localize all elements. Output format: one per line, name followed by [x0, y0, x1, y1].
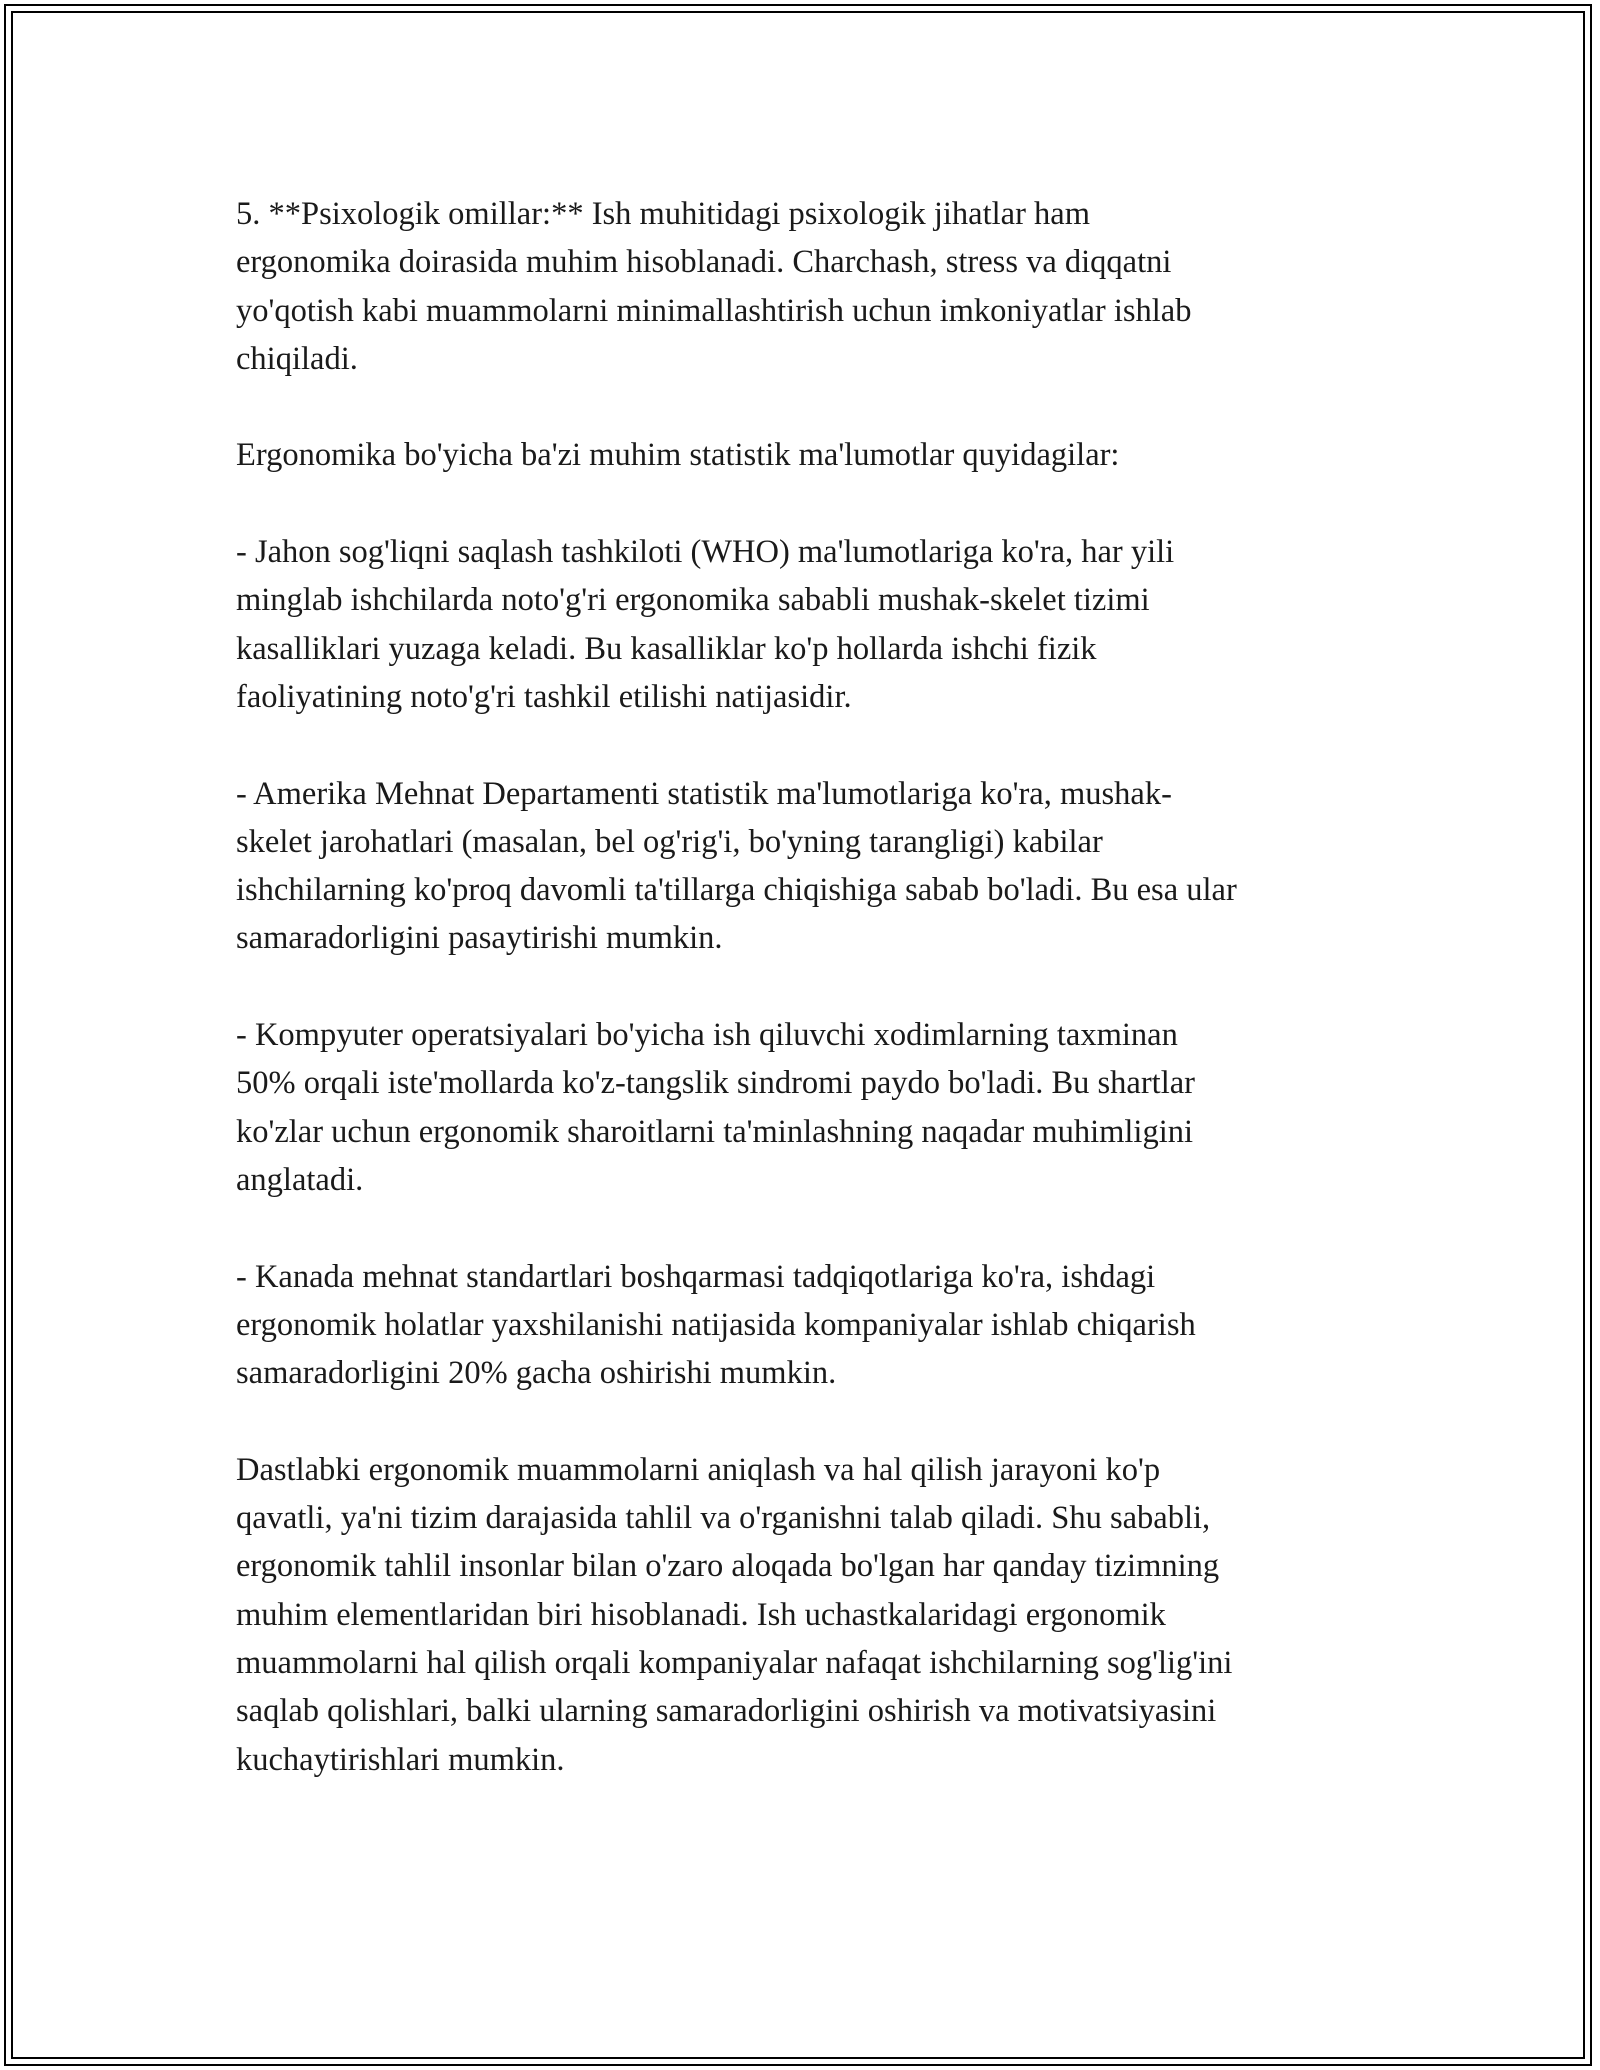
document-body — [236, 190, 1376, 1784]
paragraph-who-statistic: - Jahon sog'liqni saqlash tashkiloti (WHO) ma'lumotlariga ko'ra, har yili minglab ishchilarda noto'g'ri ergonomika sababli mushak-skelet tizimi kasalliklari yuzaga keladi. Bu kasalliklar ko'p hollarda ishchi fizik faoliyatining noto'g'ri tashkil etilishi natijasidir. — [236, 534, 1175, 715]
paragraph-statistics-intro: Ergonomika bo'yicha ba'zi muhim statistik ma'lumotlar quyidagilar: — [236, 437, 1120, 474]
paragraph-conclusion: Dastlabki ergonomik muammolarni aniqlash va hal qilish jarayoni ko'p qavatli, ya'ni tizim darajasida tahlil va o'rganishni talab qiladi. Shu sababli, ergonomik tahlil insonlar bilan o'zaro aloqada bo'lgan har qanday tizimning muhim elementlaridan biri hisoblanadi. Ish uchastkalaridagi ergonomik muammolarni hal qilish orqali kompaniyalar nafaqat ishchilarning sog'lig'ini saqlab qolishlari, balki ularning samaradorligini oshirish va motivatsiyasini kuchaytirishlari mumkin. — [236, 1451, 1233, 1778]
paragraph-computer-operators-statistic: - Kompyuter operatsiyalari bo'yicha ish qiluvchi xodimlarning taxminan 50% orqali iste'mollarda ko'z-tangslik sindromi paydo bo'ladi. Bu shartlar ko'zlar uchun ergonomik sharoitlarni ta'minlashning naqadar muhimligini anglatadi. — [236, 1017, 1195, 1198]
paragraph-psychological-factors: 5. **Psixologik omillar:** Ish muhitidagi psixologik jihatlar ham ergonomika doirasida muhim hisoblanadi. Charchash, stress va diqqatni yo'qotish kabi muammolarni minimallashtirish uchun imkoniyatlar ishlab chiqiladi. — [236, 196, 1192, 377]
paragraph-us-labor-statistic: - Amerika Mehnat Departamenti statistik ma'lumotlariga ko'ra, mushak- skelet jarohatlari (masalan, bel og'rig'i, bo'yning tarangligi) kabilar ishchilarning ko'proq davomli ta'tillarga chiqishiga sabab bo'ladi. Bu esa ular samaradorligini pasaytirishi mumkin. — [236, 775, 1237, 957]
paragraph-canada-statistic: - Kanada mehnat standartlari boshqarmasi tadqiqotlariga ko'ra, ishdagi ergonomik holatlar yaxshilanishi natijasida kompaniyalar ishlab chiqarish samaradorligini 20% gacha oshirishi mumkin. — [236, 1258, 1196, 1392]
